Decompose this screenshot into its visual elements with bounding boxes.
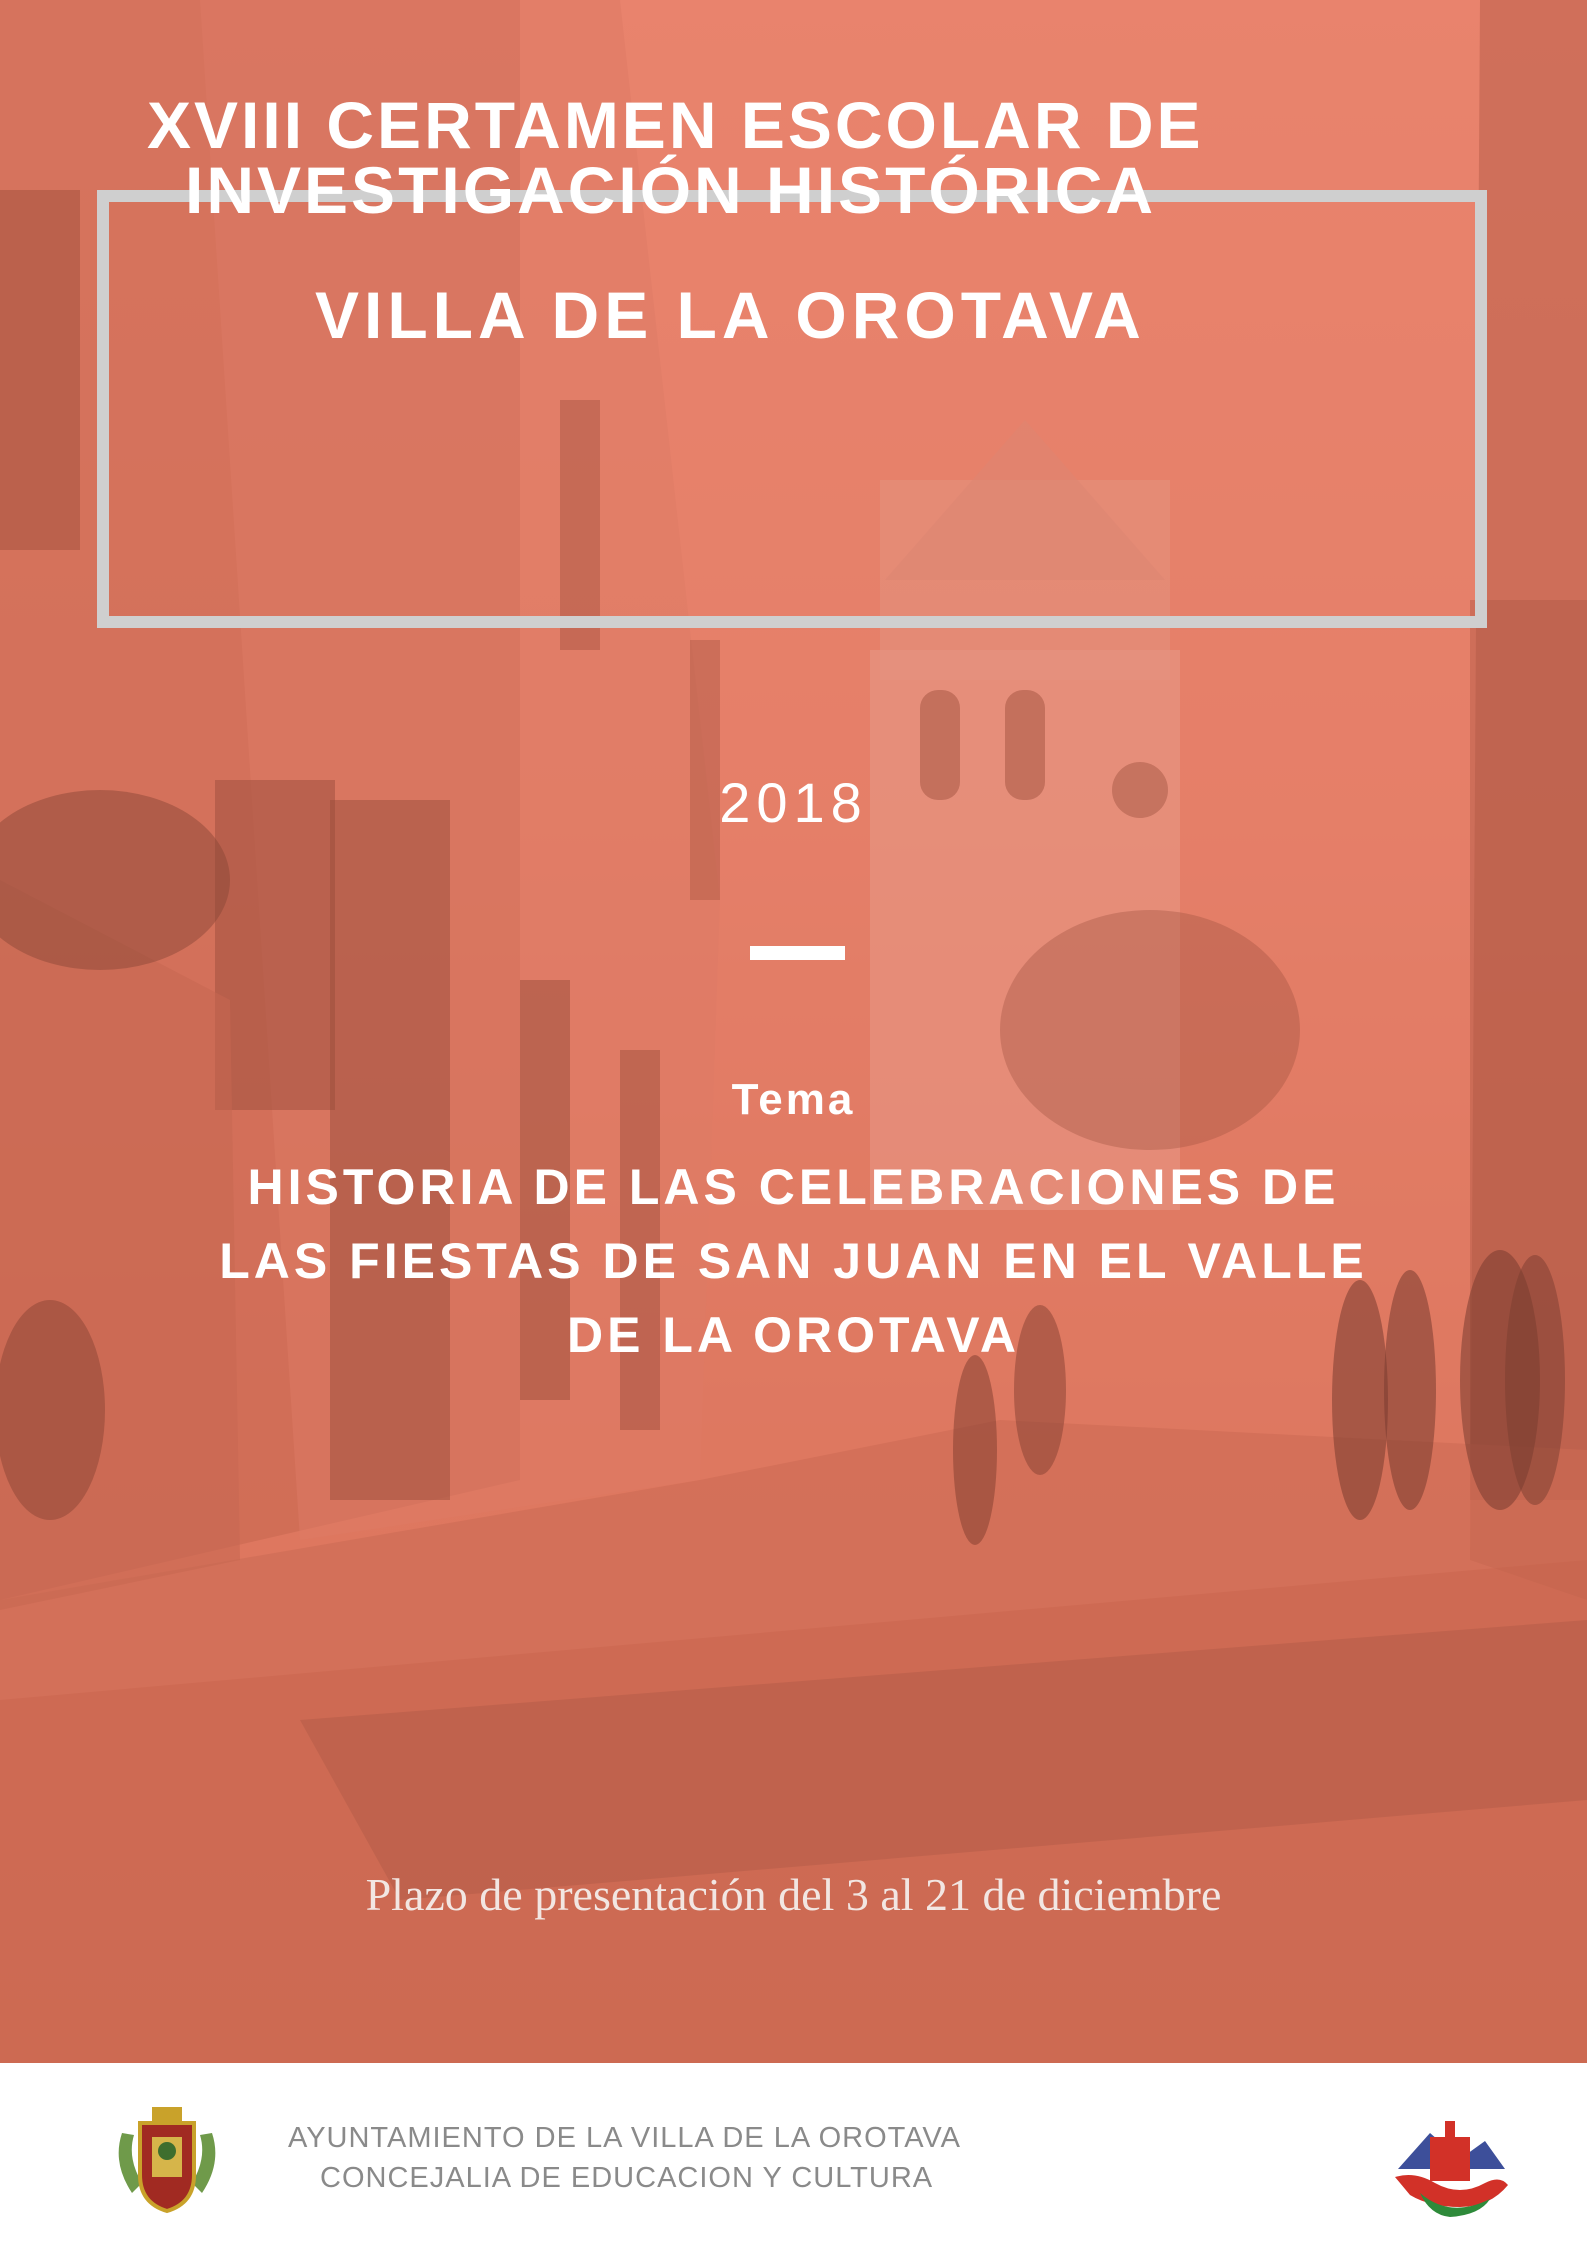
title-line-2: INVESTIGACIÓN HISTÓRICA [185,153,1157,227]
coat-of-arms-logo [112,2103,222,2215]
organization-block [288,2118,961,2198]
title-frame [97,190,1487,628]
year: 2018 [719,771,868,834]
deadline-text: Plazo de presentación del 3 al 21 de diciembre [365,1869,1222,1920]
title-line-3: VILLA DE LA OROTAVA [315,278,1146,352]
footer [0,2063,1587,2245]
tema-label: Tema [731,1075,856,1124]
org-line-1: AYUNTAMIENTO DE LA VILLA DE LA OROTAVA [288,2122,961,2154]
topic-title [100,1150,1487,1372]
divider-dash [750,946,845,960]
topic-line-3: DE LA OROTAVA [567,1307,1020,1363]
topic-line-1: HISTORIA DE LAS CELEBRACIONES DE [247,1159,1340,1215]
topic-line-2: LAS FIESTAS DE SAN JUAN EN EL VALLE [219,1233,1368,1289]
villa-orotava-logo [1390,2111,1510,2221]
org-line-2: CONCEJALIA DE EDUCACION Y CULTURA [320,2162,934,2194]
title-line-1: XVIII CERTAMEN ESCOLAR DE [147,88,1204,162]
